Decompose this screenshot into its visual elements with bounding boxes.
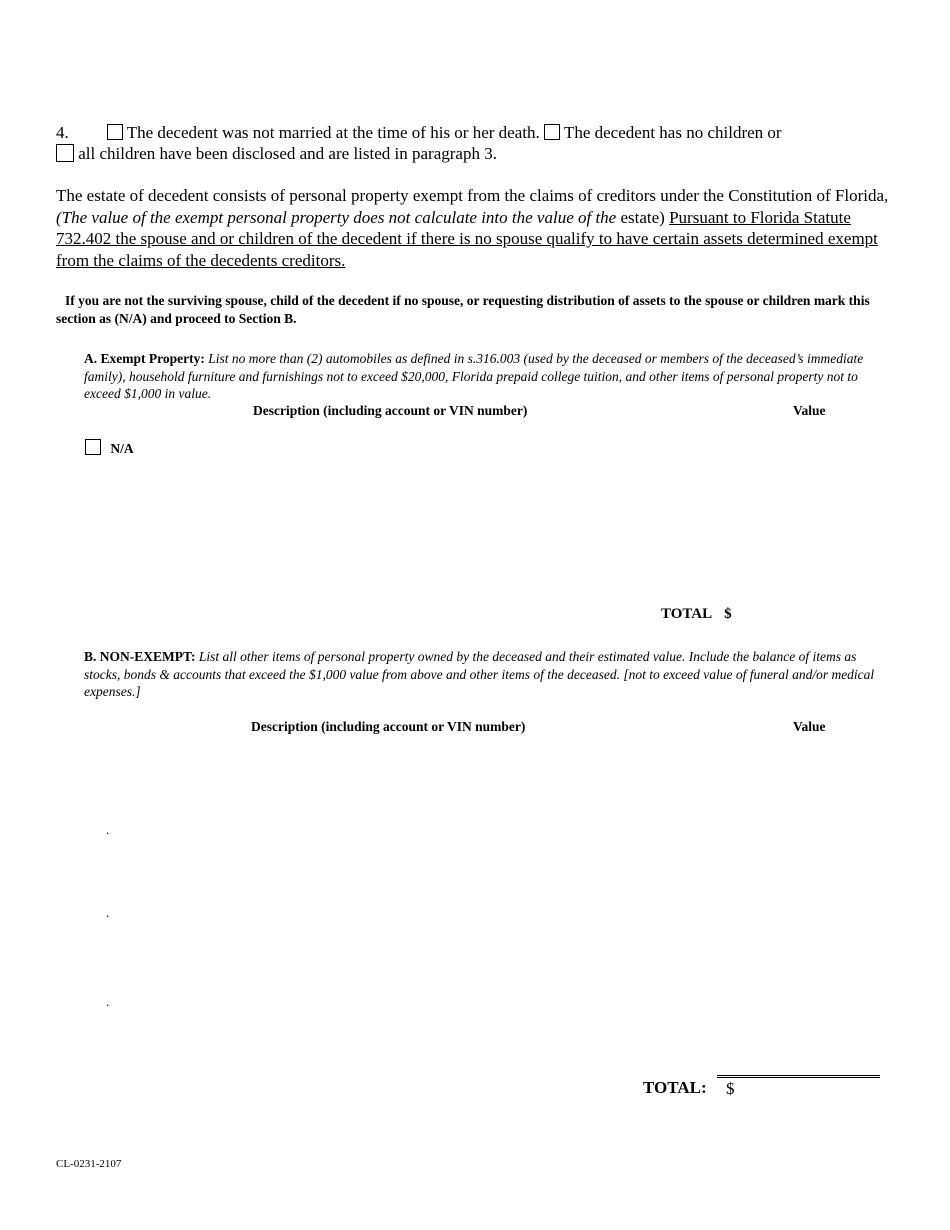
no-children-label: The decedent has no children or <box>563 123 782 142</box>
estate-paragraph <box>56 185 896 271</box>
estate-italic-note: (The value of the exempt personal property does not calculate into the value of the <box>56 207 617 227</box>
section-a-total-currency: $ <box>724 606 732 622</box>
section-b-total-label: TOTAL: <box>643 1078 707 1097</box>
section-a-value-header: Value <box>793 403 826 418</box>
section-a-heading <box>84 350 884 403</box>
list-item-marker: . <box>106 994 110 1009</box>
section-a-total-input[interactable] <box>740 598 880 620</box>
estate-text-2: estate) <box>616 207 670 227</box>
statute-reference: Pursuant to Florida Statute 732.402 the spouse and or children of the decedent if there is no spouse qualify to have certain assets determined exempt from the claims of the decedents creditors. <box>56 207 878 270</box>
section-b-value-header: Value <box>793 719 826 734</box>
no-children-checkbox[interactable] <box>544 124 560 140</box>
na-label: N/A <box>110 441 134 456</box>
estate-text: The estate of decedent consists of personal property exempt from the claims of creditors under the Constitution of Florida, <box>56 186 889 205</box>
section-a-label: A. Exempt Property: <box>84 351 205 366</box>
not-married-label: The decedent was not married at the time of his or her death. <box>126 123 540 142</box>
section-a-description-header: Description (including account or VIN number) <box>253 403 528 418</box>
section-a-instructions: List no more than (2) automobiles as defined in s.316.003 (used by the deceased or members of the deceased’s immediate family), household furniture and furnishings not to exceed $20,000, Florida prepaid college tuition, and other items of personal property not to exceed $1,000 in value. <box>84 351 864 401</box>
section-b-label: B. NON-EXEMPT: <box>84 649 196 664</box>
children-disclosed-label: all children have been disclosed and are listed in paragraph 3. <box>78 144 497 163</box>
na-checkbox[interactable] <box>85 439 101 455</box>
paragraph-4 <box>56 122 896 143</box>
children-disclosed-checkbox[interactable] <box>56 144 74 162</box>
form-code: CL-0231-2107 <box>56 1158 122 1170</box>
instruction-notice: If you are not the surviving spouse, child of the decedent if no spouse, or requesting distribution of assets to the spouse or children mark this section as (N/A) and proceed to Section B. <box>56 293 870 326</box>
section-a-total <box>661 606 732 623</box>
section-b-total-input[interactable] <box>740 1078 880 1100</box>
section-b-total-currency: $ <box>726 1079 735 1098</box>
list-item-marker: . <box>106 905 110 920</box>
na-option[interactable] <box>85 439 134 457</box>
not-married-checkbox[interactable] <box>107 124 123 140</box>
section-b-description-header: Description (including account or VIN number) <box>251 719 526 734</box>
paragraph-4-line-2 <box>56 143 896 164</box>
section-b-heading <box>84 648 884 701</box>
section-b-instructions: List all other items of personal property owned by the deceased and their estimated value. Include the balance of items as stocks, bonds & accounts that exceed the $1,000 value from above and other items of the deceased. [not to exceed value of funeral and/or medical expenses.] <box>84 649 875 699</box>
section-a-total-label: TOTAL <box>661 606 712 622</box>
paragraph-number: 4. <box>56 123 69 142</box>
list-item-marker: . <box>106 822 110 837</box>
